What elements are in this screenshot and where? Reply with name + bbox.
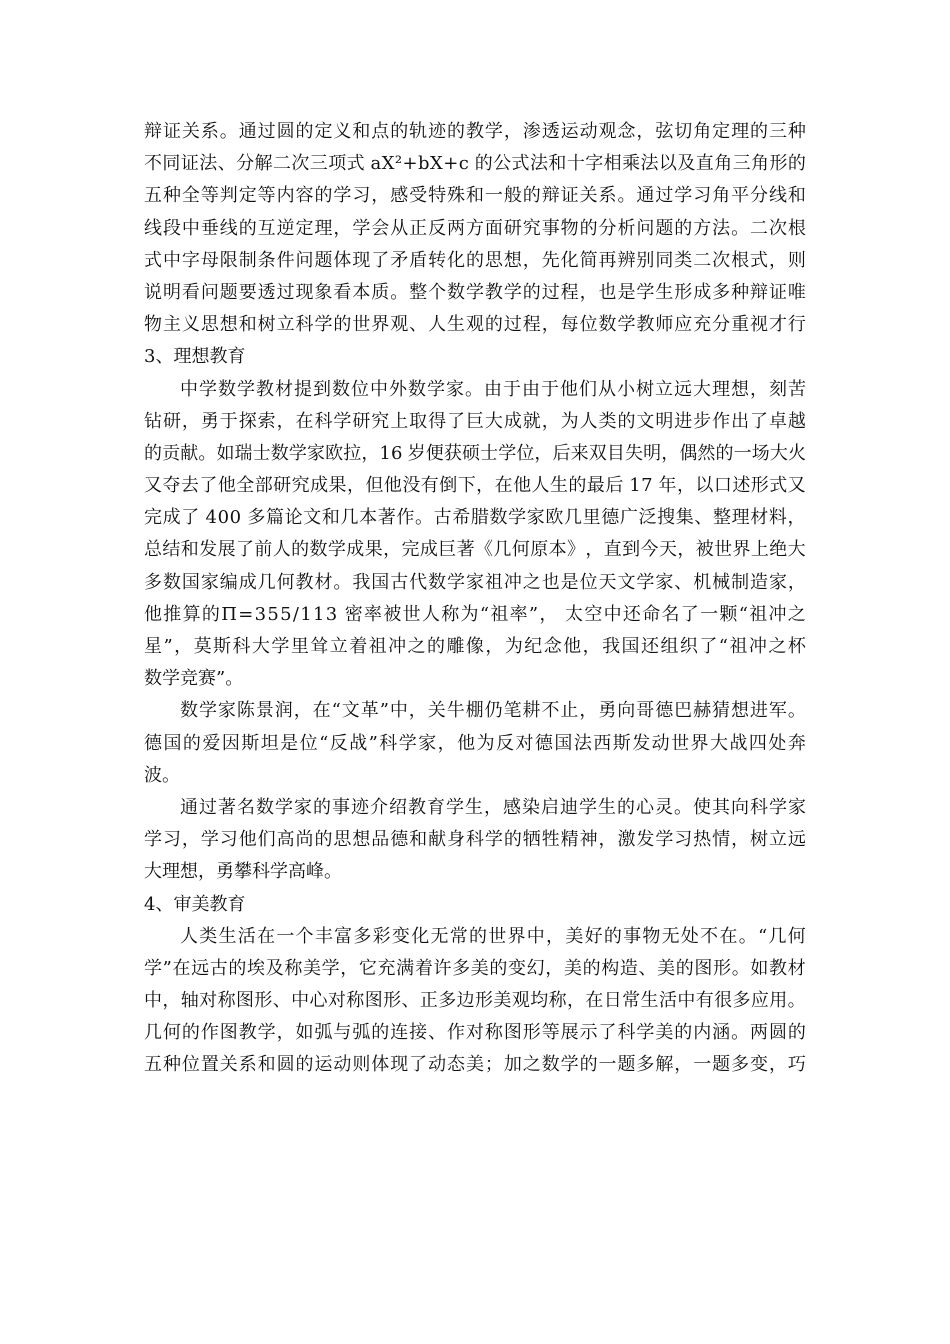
text-line: 线 段 中 垂 线 的 互 逆 定 理 ， 学 会 从 正 反 两 方 面 研 究 事 物 的 分 析 问 题 的 方 法 。 二 次 根 [144,217,806,239]
text-line: 五 种 位 置 关 系 和 圆 的 运 动 则 体 现 了 动 态 美 ； 加 之 数 学 的 一 题 多 解 ， 一 题 多 变 ， 巧 [144,1054,806,1076]
text-line: 数学竞赛”。 [144,668,244,690]
text-line: 学 ” 在 远 古 的 埃 及 称 美 学 ， 它 充 满 着 许 多 美 的 变 幻 ， 美 的 构 造 、 美 的 图 形 。 如 教 材 [144,957,806,979]
text-line: 波。 [144,764,180,786]
text-line: 星 ” ， 莫 斯 科 大 学 里 耸 立 着 祖 冲 之 的 雕 像 ， 为 纪 念 他 ， 我 国 还 组 织 了 “ 祖 冲 之 杯 [144,636,806,657]
text-line: 德 国 的 爱 因 斯 坦 是 位 “ 反 战 ” 科 学 家 ， 他 为 反 对 德 国 法 西 斯 发 动 世 界 大 战 四 处 奔 [144,732,806,754]
document-page [144,116,806,1082]
text-line: 式 中 字 母 限 制 条 件 问 题 体 现 了 矛 盾 转 化 的 思 想 ， 先 化 简 再 辨 别 同 类 二 次 根 式 ， 则 [144,249,806,271]
text-line: 学 习 ， 学 习 他 们 高 尚 的 思 想 品 德 和 献 身 科 学 的 牺 牲 精 神 ， 激 发 学 习 热 情 ， 树 立 远 [144,829,806,851]
text-line: 完 成 了 4 0 0 多 篇 论 文 和 几 本 著 作 。 古 希 腊 数 学 家 欧 几 里 德 广 泛 搜 集 、 整 理 材 料 ， [144,507,806,529]
text-line: 的 贡 献 。 如 瑞 士 数 学 家 欧 拉 ， 1 6 岁 便 获 硕 士 学 位 ， 后 来 双 目 失 明 ， 偶 然 的 一 场 大 火 [144,442,806,464]
text-line: 4、审美教育 [144,893,246,915]
text-line: 数 学 家 陈 景 润 ， 在 “ 文 革 ” 中 ， 关 牛 棚 仍 笔 耕 不 止 ， 勇 向 哥 德 巴 赫 猜 想 进 军 。 [180,700,806,722]
text-line: 五 种 全 等 判 定 等 内 容 的 学 习 ， 感 受 特 殊 和 一 般 的 辩 证 关 系 。 通 过 学 习 角 平 分 线 和 [144,185,806,207]
text-line: 多 数 国 家 编 成 几 何 教 材 。 我 国 古 代 数 学 家 祖 冲 之 也 是 位 天 文 学 家 、 机 械 制 造 家 ， [144,571,806,593]
text-line: 又 夺 去 了 他 全 部 研 究 成 果 ， 但 他 没 有 倒 下 ， 在 他 人 生 的 最 后 1 7 年 ， 以 口 述 形 式 又 [144,475,806,497]
text-line: 人 类 生 活 在 一 个 丰 富 多 彩 变 化 无 常 的 世 界 中 ， 美 好 的 事 物 无 处 不 在 。 “ 几 何 [180,925,806,947]
text-line: 大理想，勇攀科学高峰。 [144,861,342,883]
text-line: 物 主 义 思 想 和 树 立 科 学 的 世 界 观 、 人 生 观 的 过 程 ， 每 位 数 学 教 师 应 充 分 重 视 才 行 [144,314,806,336]
text-line: 说 明 看 问 题 要 透 过 现 象 看 本 质 。 整 个 数 学 教 学 的 过 程 ， 也 是 学 生 形 成 多 种 辩 证 唯 [144,281,806,303]
text-line: 3、理想教育 [144,346,246,368]
text-line: 辩 证 关 系 。 通 过 圆 的 定 义 和 点 的 轨 迹 的 教 学 ， 渗 透 运 动 观 念 ， 弦 切 角 定 理 的 三 种 [144,121,806,142]
text-line: 中 学 数 学 教 材 提 到 数 位 中 外 数 学 家 。 由 于 由 于 他 们 从 小 树 立 远 大 理 想 ， 刻 苦 [180,378,806,400]
text-line: 几 何 的 作 图 教 学 ， 如 弧 与 弧 的 连 接 、 作 对 称 图 形 等 展 示 了 科 学 美 的 内 涵 。 两 圆 的 [144,1022,806,1044]
text-line: 总 结 和 发 展 了 前 人 的 数 学 成 果 ， 完 成 巨 著 《 几 何 原 本 》 ， 直 到 今 天 ， 被 世 界 上 绝 大 [144,539,806,561]
text-line: 他 推 算 的 Π = 3 5 5 / 1 1 3 密 率 被 世 人 称 为 “ 祖 率 ” ， 太 空 中 还 命 名 了 一 颗 “ 祖 冲 之 [144,603,806,625]
text-line: 不 同 证 法 、 分 解 二 次 三 项 式 a X ² + b X + c 的 公 式 法 和 十 字 相 乘 法 以 及 直 角 三 角 形 的 [144,153,806,175]
text-line: 中 ， 轴 对 称 图 形 、 中 心 对 称 图 形 、 正 多 边 形 美 观 均 称 ， 在 日 常 生 活 中 有 很 多 应 用 。 [144,990,806,1012]
text-line: 钻 研 ， 勇 于 探 索 ， 在 科 学 研 究 上 取 得 了 巨 大 成 就 ， 为 人 类 的 文 明 进 步 作 出 了 卓 越 [144,410,806,432]
text-line: 通 过 著 名 数 学 家 的 事 迹 介 绍 教 育 学 生 ， 感 染 启 迪 学 生 的 心 灵 。 使 其 向 科 学 家 [180,796,806,818]
